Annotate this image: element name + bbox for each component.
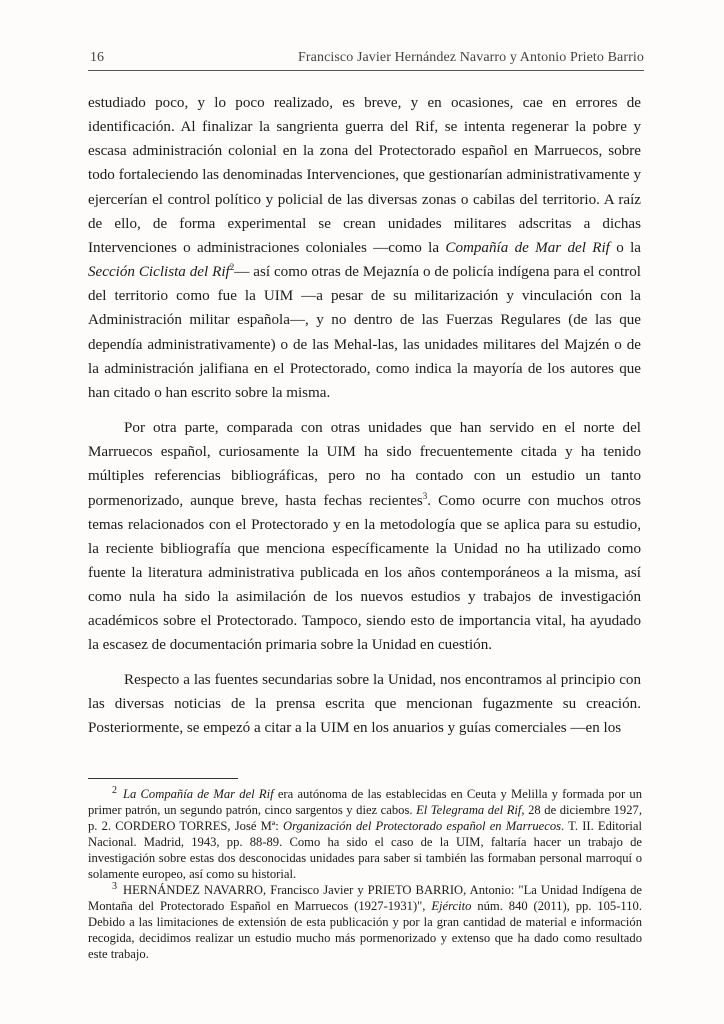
- text-run: — así como otras de Mejaznía o de policía indígena para el control del territorio como fue la UIM —a pesar de su militarización y vinculación con la Administración militar española—, y no dentro de las Fuerzas Regulares (de las que dependía administrativamente) o de las Mehal-las, las unidades militares del Majzén o de la administración jalifiana en el Protectorado, como indica la mayoría de los autores que han citado o han escrito sobre la misma.: [88, 264, 641, 401]
- footnote-2: [88, 786, 642, 882]
- footnote-ref-2[interactable]: 2: [229, 262, 235, 273]
- paragraph-3: [88, 668, 641, 740]
- text-run: estudiado poco, y lo poco realizado, es breve, y en ocasiones, cae en errores de identificación. Al finalizar la sangrienta guerra del Rif, se intenta regenerar la pobre y escasa administración colonial en la zona del Protectorado español en Marruecos, sobre todo fortaleciendo las denominadas Intervenciones, que gestionarían administrativamente y ejercerían el control político y policial de las diversas zonas o cabilas del territorio. A raíz de ello, de forma experimental se crean unidades militares adscritas a dichas Intervenciones o administraciones coloniales —como la: [88, 95, 641, 256]
- italic-run: Ejército: [431, 899, 472, 913]
- italic-run: La Compañía de Mar del Rif: [123, 787, 274, 801]
- footnote-marker: 3: [112, 880, 117, 892]
- text-run: . T. II. Editorial Nacional. Madrid, 1943, pp. 88-89. Como ha sido el caso de la UIM, faltaría hacer un trabajo de investigación sobre estas dos desconocidas unidades para saber si también las formaban personal marroquí o solamente europeo, así como su historial.: [88, 819, 643, 881]
- body-text: [88, 91, 641, 740]
- footnote-3: [88, 882, 642, 962]
- paragraph-2: [88, 416, 641, 658]
- page-header: [88, 48, 644, 71]
- text-run: era autónoma de las establecidas en Ceuta y Melilla y formada por un primer patrón, un segundo patrón, cinco sargentos y diez cabos.: [88, 787, 642, 817]
- text-run: HERNÁNDEZ NAVARRO, Francisco Javier y PRIETO BARRIO, Antonio: "La Unidad Indígena de Montaña del Protectorado Español en Marruecos (1927-1931)",: [88, 883, 642, 913]
- footnote-separator: [88, 778, 238, 779]
- footnotes: [88, 786, 642, 962]
- text-run: Por otra parte, comparada con otras unidades que han servido en el norte del Marruecos español, curiosamente la UIM ha sido frecuentemente citada y ha tenido múltiples referencias bibliográficas, pero no ha contado con un estudio un tanto pormenorizado, aunque breve, hasta fechas recientes: [88, 420, 641, 509]
- text-run: . Como ocurre con muchos otros temas relacionados con el Protectorado y en la metodología que se aplica para su estudio, la reciente bibliografía que menciona específicamente la Unidad no ha utilizado como fuente la literatura administrativa publicada en los años contemporáneos a la misma, así como nula ha sido la asimilación de los nuevos estudios y trabajos de investigación académicos sobre el Protectorado. Tampoco, siendo esto de importancia vital, ha ayudado la escasez de documentación primaria sobre la Unidad en cuestión.: [88, 492, 641, 654]
- text-run: o la: [609, 239, 641, 256]
- paragraph-1: [88, 91, 641, 405]
- running-head: Francisco Javier Hernández Navarro y Antonio Prieto Barrio: [298, 50, 644, 65]
- italic-run: Organización del Protectorado español en Marruecos: [282, 819, 562, 833]
- page-number: 16: [90, 50, 104, 65]
- italic-run: Sección Ciclista del Rif: [88, 264, 230, 281]
- italic-run: Compañía de Mar del Rif: [445, 239, 610, 256]
- footnote-ref-3[interactable]: 3: [422, 490, 428, 501]
- footnote-marker: 2: [112, 784, 117, 796]
- italic-run: El Telegrama del Rif: [416, 803, 522, 817]
- text-run: , 28 de diciembre 1927, p. 2. CORDERO TORRES, José Mª:: [88, 803, 642, 833]
- text-run: núm. 840 (2011), pp. 105-110. Debido a las limitaciones de extensión de esta publicación y por la gran cantidad de material e información recogida, decidimos realizar un estudio mucho más pormenorizado y extenso que ha dado como resultado este trabajo.: [88, 899, 642, 961]
- text-run: Respecto a las fuentes secundarias sobre la Unidad, nos encontramos al principio con las diversas noticias de la prensa escrita que mencionan fugazmente su creación. Posteriormente, se empezó a citar a la UIM en los anuarios y guías comerciales —en los: [88, 671, 641, 736]
